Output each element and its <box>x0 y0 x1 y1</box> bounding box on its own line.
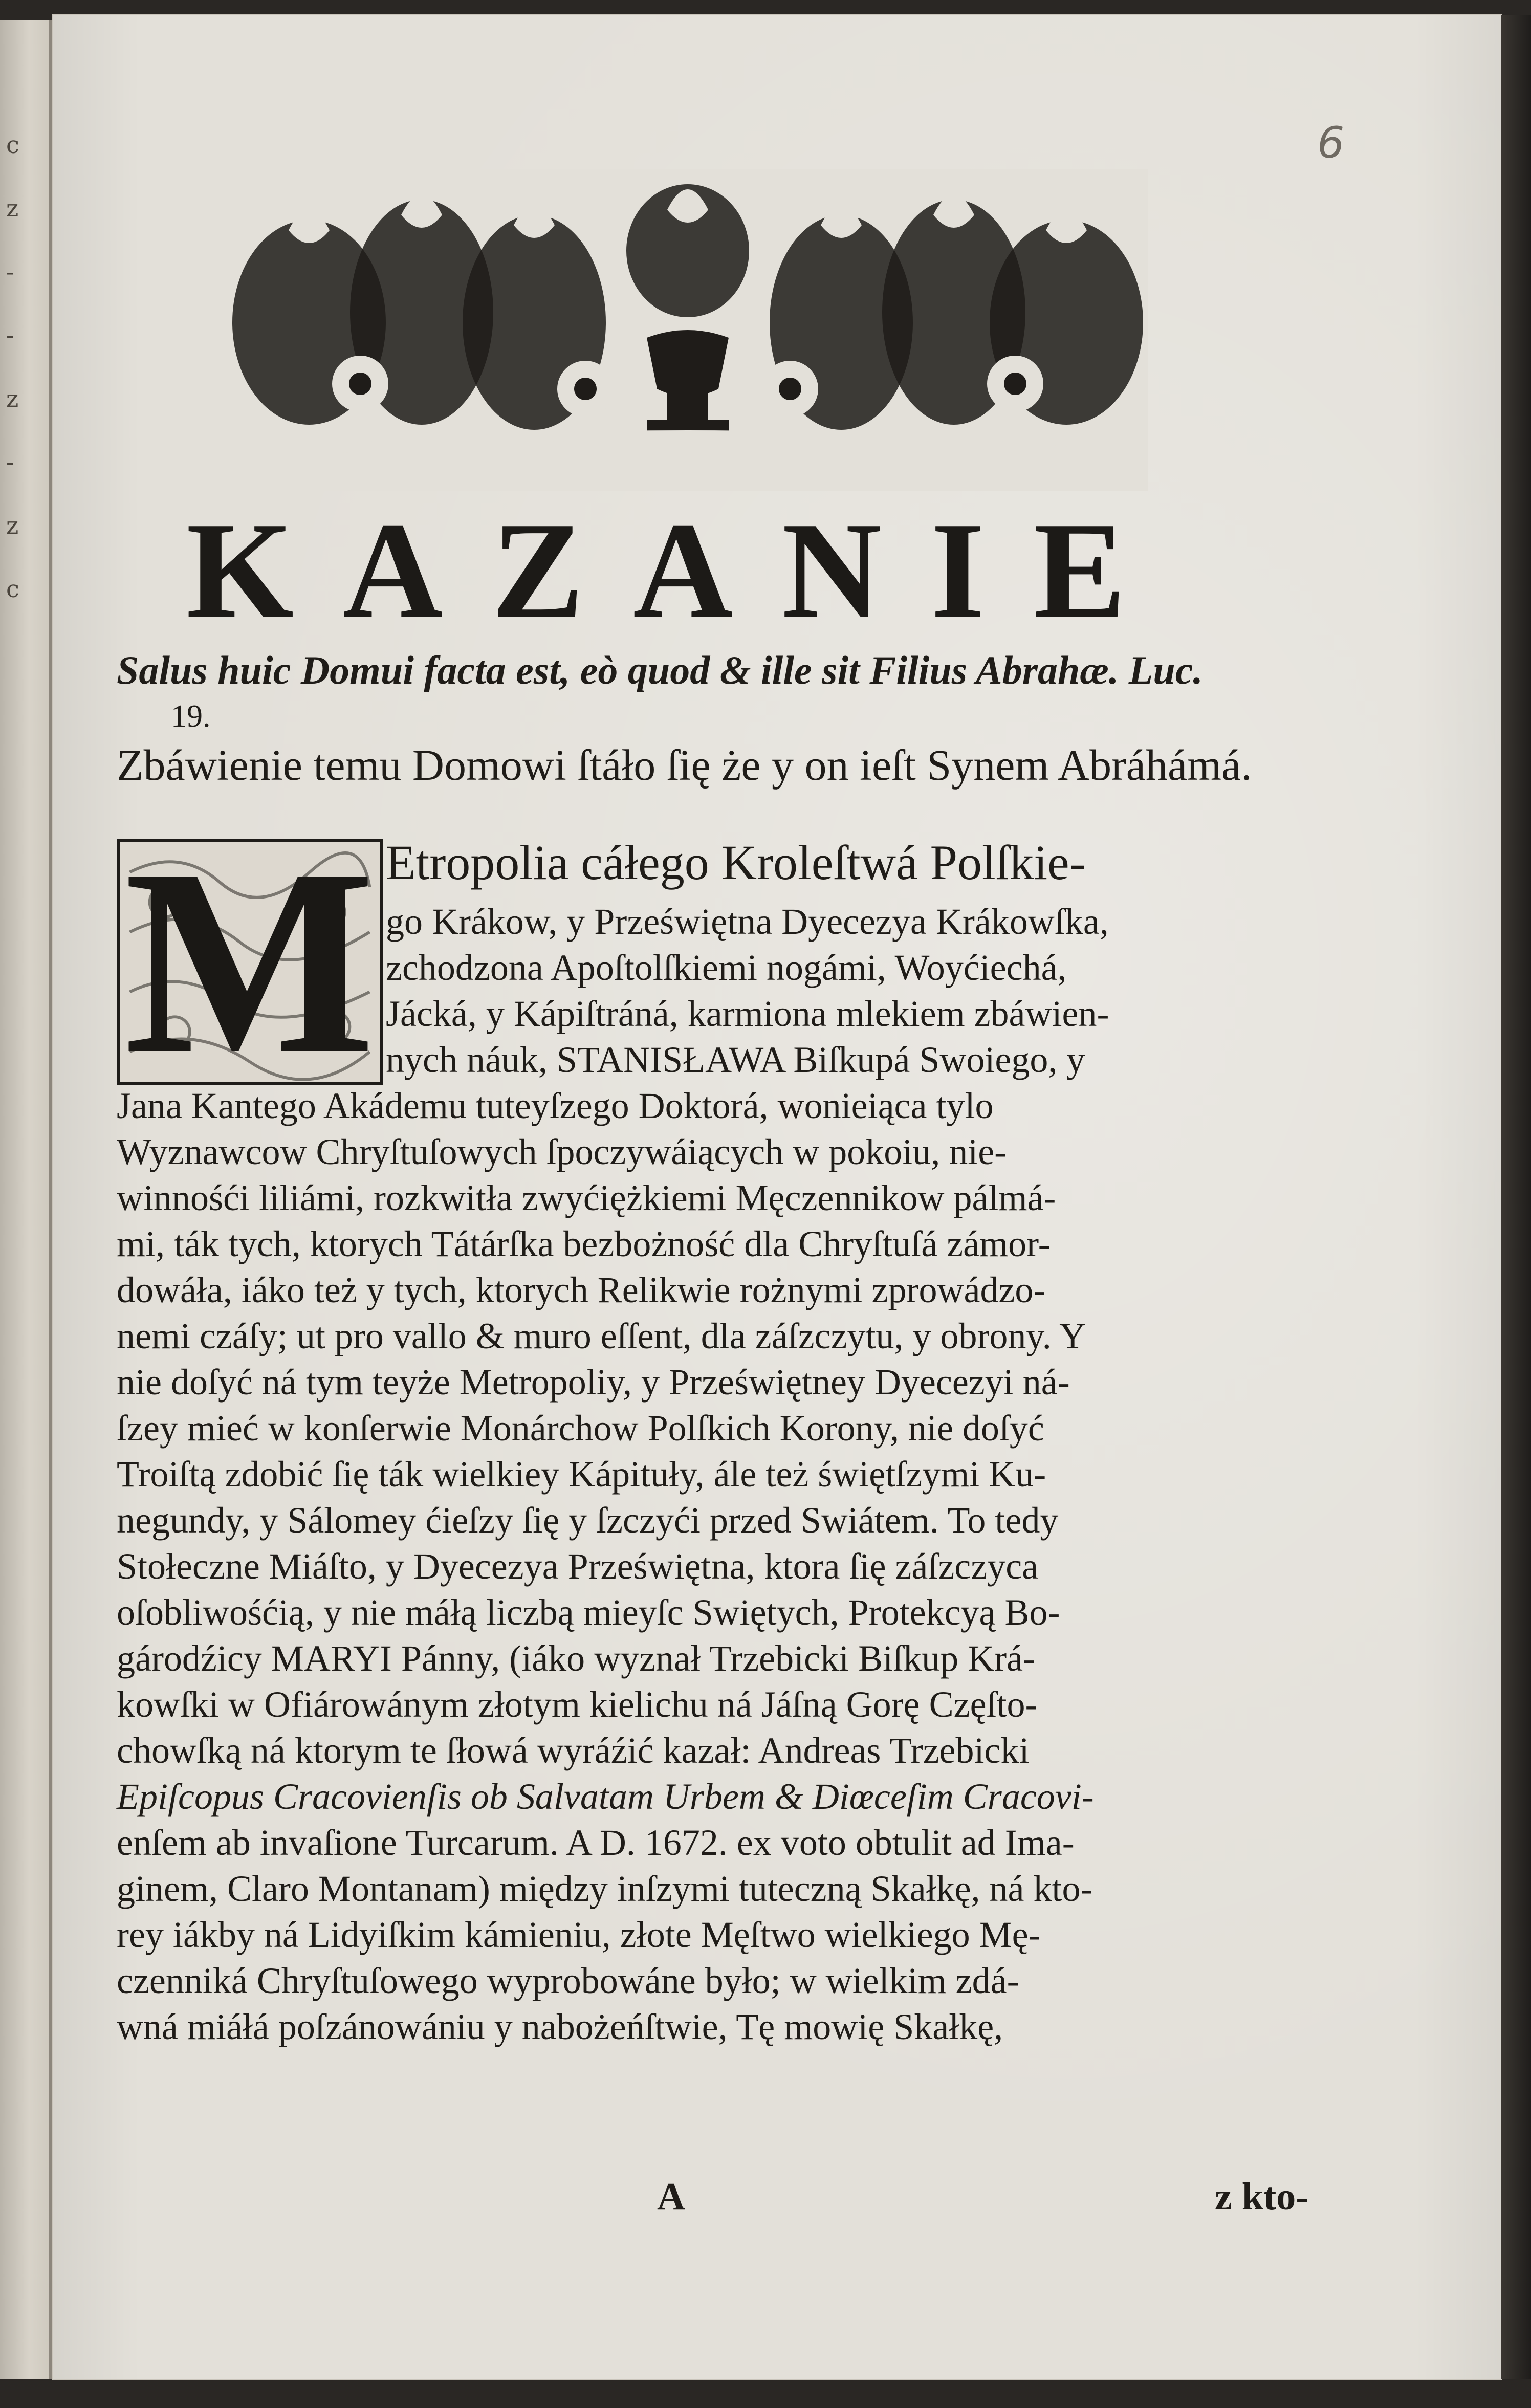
text-line: dowáła, iáko też y tych, ktorych Relikwie rożnymi zprowádzo- <box>117 1269 1046 1310</box>
previous-page-fragments: c z - - z - z c <box>6 131 19 603</box>
text-line: enſem ab invaſione Turcarum. A D. 1672. ex voto obtulit ad Ima- <box>117 1822 1075 1863</box>
text-line: wná miáłá poſzánowániu y nabożeńſtwie, Tę mowię Skałkę, <box>117 2006 1003 2047</box>
text-line: mi, ták tych, ktorych Tátárſka bezbożność dla Chryſtuſá zámor- <box>117 1223 1051 1264</box>
polish-motto: Zbáwienie temu Domowi ſtáło ſię że y on ieſt Synem Abráhámá. <box>117 740 1252 790</box>
text-line: chowſką ná ktorym te ſłowá wyráźić kazał: Andreas Trzebicki <box>117 1730 1030 1771</box>
signature-mark: A <box>657 2175 685 2218</box>
book-edge-right <box>1501 15 1531 2379</box>
previous-page-edge <box>0 20 52 2379</box>
text-line: go Krákow, y Przeświętna Dyecezya Krákowſka, <box>386 901 1109 942</box>
text-line: gárodźicy MARYI Pánny, (iáko wyznał Trzebicki Biſkup Krá- <box>117 1638 1036 1679</box>
text-line: czenniká Chryſtuſowego wyprobowáne było; w wielkim zdá- <box>117 1960 1019 2001</box>
text-line: zchodzona Apoſtolſkiemi nogámi, Woyćiechá, <box>386 947 1067 988</box>
latin-motto: Salus huic Domui facta est, eò quod & ille sit Filius Abrahæ. Luc. <box>117 648 1203 692</box>
initial-letter: M <box>124 815 376 1109</box>
text-line: Epiſcopus Cracovienſis ob Salvatam Urbem & Diœceſim Cracovi- <box>117 1776 1094 1817</box>
text-line: Troiſtą zdobić ſię ták wielkiey Kápituły, ále też świętſzymi Ku- <box>117 1454 1046 1495</box>
text-line: negundy, y Sálomey ćieſzy ſię y ſzczyći przed Swiátem. To tedy <box>117 1500 1059 1541</box>
page-number: 6 <box>1317 118 1345 168</box>
text-line: Jana Kantego Akádemu tuteyſzego Doktorá, wonieiąca tylo <box>117 1085 994 1126</box>
text-line: nie doſyć ná tym teyże Metropoliy, y Przeświętney Dyecezyi ná- <box>117 1362 1070 1403</box>
text-line: Jácká, y Kápiſtráná, karmiona mlekiem zbáwien- <box>386 993 1109 1034</box>
text-line: Stołeczne Miáſto, y Dyecezya Przeświętna, ktora ſię záſzczyca <box>117 1546 1039 1587</box>
text-line: oſobliwośćią, y nie máłą liczbą mieyſc Swiętych, Protekcyą Bo- <box>117 1592 1060 1633</box>
sermon-title: KAZANIE <box>186 494 1175 647</box>
catchword: z kto- <box>1215 2175 1309 2218</box>
text-line: kowſki w Ofiárowánym złotym kielichu ná Jáſną Gorę Częſto- <box>117 1684 1038 1725</box>
headpiece-ornament <box>227 169 1148 491</box>
text-line: winnośći liliámi, rozkwitła zwyćiężkiemi Męczennikow pálmá- <box>117 1177 1056 1218</box>
text-line: ſzey mieć w konſerwie Monárchow Polſkich Korony, nie doſyć <box>117 1408 1044 1449</box>
decorated-initial <box>117 815 383 1109</box>
latin-motto-continuation: 19. <box>171 699 211 734</box>
text-line: Etropolia cáłego Kroleſtwá Polſkie- <box>386 835 1086 890</box>
text-line: nemi czáſy; ut pro vallo & muro eſſent, dla záſzczytu, y obrony. Y <box>117 1316 1086 1356</box>
text-line: Wyznawcow Chryſtuſowych ſpoczywáiących w pokoiu, nie- <box>117 1131 1007 1172</box>
document-page <box>53 15 1501 2379</box>
text-line: nych náuk, STANISŁAWA Biſkupá Swoiego, y <box>386 1039 1085 1080</box>
text-line: rey iákby ná Lidyiſkim kámieniu, złote Męſtwo wielkiego Mę- <box>117 1914 1041 1955</box>
text-line: ginem, Claro Montanam) między inſzymi tuteczną Skałkę, ná kto- <box>117 1868 1093 1909</box>
